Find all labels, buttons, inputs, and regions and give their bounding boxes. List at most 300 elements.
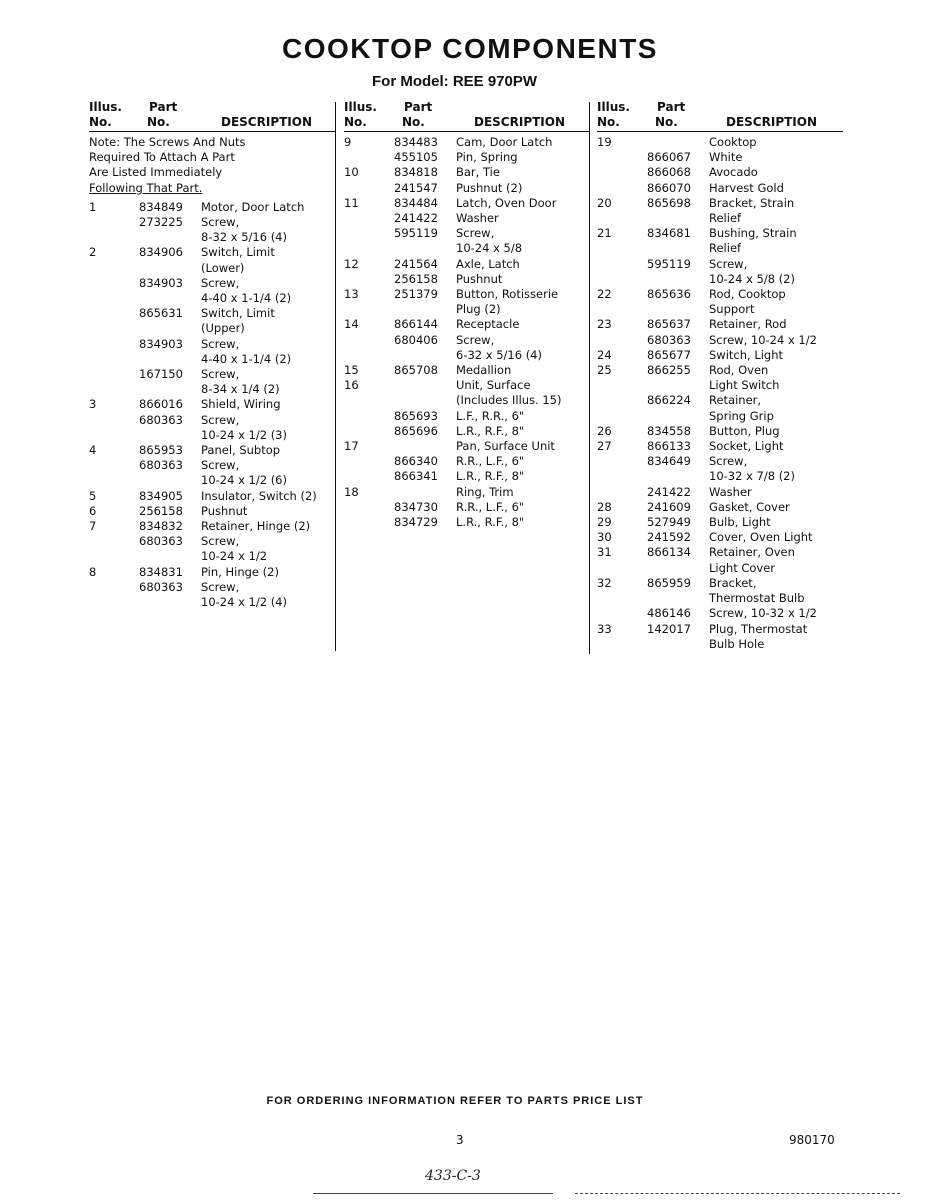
illus-number: 2 [89, 245, 97, 260]
illus-header: Illus. [344, 100, 377, 114]
parts-list [597, 135, 843, 652]
illus-number [597, 302, 647, 317]
part-description: Screw, 10-32 x 1/2 [709, 606, 817, 621]
part-row [344, 135, 590, 150]
part-number [647, 561, 709, 576]
document-number: 980170 [789, 1133, 835, 1147]
part-description: Washer [709, 484, 752, 499]
part-number: 865698 [647, 195, 691, 210]
part-row [89, 230, 335, 245]
part-number: 241547 [394, 180, 438, 195]
part-number [394, 378, 456, 393]
part-row [597, 439, 843, 454]
part-description: Pushnut [201, 503, 248, 518]
part-number: 251379 [394, 287, 438, 302]
part-description: Socket, Light [709, 439, 784, 454]
illus-number: 8 [89, 564, 97, 579]
part-row [89, 458, 335, 473]
part-number: 527949 [647, 515, 691, 530]
illus-number: 3 [89, 397, 97, 412]
part-row [89, 382, 335, 397]
illus-number [89, 473, 139, 488]
part-number: 865636 [647, 287, 691, 302]
illus-number [89, 291, 139, 306]
illus-number [344, 150, 394, 165]
part-row [597, 530, 843, 545]
part-number [647, 637, 709, 652]
part-number [139, 428, 201, 443]
illus-number: 21 [597, 226, 612, 241]
part-description: Cam, Door Latch [456, 135, 553, 149]
illus-number [89, 321, 139, 336]
part-description: Relief [709, 241, 742, 256]
part-row [89, 215, 335, 230]
part-number: 680363 [647, 332, 691, 347]
illus-number [89, 458, 139, 473]
illus-number [89, 215, 139, 230]
part-description: Switch, Light [709, 347, 784, 362]
part-description: White [709, 150, 743, 165]
illus-header: Illus. [89, 100, 122, 114]
handwritten-note: 433-C-3 [425, 1168, 481, 1184]
part-row [344, 272, 590, 287]
part-description: Cooktop [709, 135, 757, 149]
part-row [89, 306, 335, 321]
part-header: Part [404, 100, 433, 114]
parts-column-3 [597, 100, 843, 652]
part-row [89, 428, 335, 443]
part-row [89, 443, 335, 458]
illus-number [344, 469, 394, 484]
illus-number [344, 454, 394, 469]
part-number [139, 321, 201, 336]
part-description: Button, Rotisserie [456, 287, 559, 302]
part-header: Part [149, 100, 178, 114]
illus-number: 24 [597, 347, 612, 362]
part-number: 866134 [647, 545, 691, 560]
illus-number [344, 424, 394, 439]
part-description: Screw, [456, 226, 495, 241]
part-number: 865953 [139, 443, 183, 458]
part-row [89, 549, 335, 564]
part-row [344, 165, 590, 180]
part-description: R.R., L.F., 6" [456, 454, 525, 469]
part-number [647, 409, 709, 424]
part-number: 866340 [394, 454, 438, 469]
illus-number: 22 [597, 287, 612, 302]
part-number [647, 302, 709, 317]
part-header: Part [657, 100, 686, 114]
part-number: 866068 [647, 165, 691, 180]
part-row [597, 257, 843, 272]
part-number [394, 439, 456, 454]
illus-number [89, 352, 139, 367]
illus-number: 15 [344, 363, 359, 378]
part-description: Screw, [201, 412, 240, 427]
illus-number [344, 241, 394, 256]
part-number: 834483 [394, 135, 438, 149]
part-number [647, 211, 709, 226]
part-description: Rod, Cooktop [709, 287, 786, 302]
part-row [89, 519, 335, 534]
part-number: 865696 [394, 423, 438, 438]
part-number [647, 591, 709, 606]
illus-number: 20 [597, 195, 612, 210]
part-description: Screw, [201, 579, 240, 594]
part-number: 834681 [647, 226, 691, 241]
part-description: 8-32 x 5/16 (4) [201, 230, 287, 245]
part-row [89, 473, 335, 488]
illus-number: 25 [597, 363, 612, 378]
part-number: 486146 [647, 606, 691, 621]
illus-number [89, 230, 139, 245]
part-description: Pan, Surface Unit [456, 439, 555, 454]
part-row [344, 317, 590, 332]
part-row [344, 257, 590, 272]
illus-number: 31 [597, 545, 612, 560]
illus-number: 7 [89, 519, 97, 534]
part-description: Spring Grip [709, 408, 774, 423]
page-number: 3 [456, 1133, 464, 1147]
part-number: 866341 [394, 469, 438, 484]
part-number: 865693 [394, 408, 438, 423]
part-description: Gasket, Cover [709, 499, 790, 514]
part-row [597, 135, 843, 150]
part-description: Panel, Subtop [201, 443, 281, 458]
illus-number: 14 [344, 317, 359, 332]
illus-number: 18 [344, 484, 359, 499]
illus-number: 29 [597, 515, 612, 530]
illus-number [597, 454, 647, 469]
illus-number [344, 333, 394, 348]
part-row [597, 561, 843, 576]
part-description: Retainer, Oven [709, 545, 795, 560]
part-description: Plug (2) [456, 302, 501, 317]
part-number: 834849 [139, 199, 183, 214]
part-description: Bulb Hole [709, 636, 765, 651]
part-no-header: No. [147, 115, 170, 129]
part-row [597, 302, 843, 317]
illus-number [344, 272, 394, 287]
part-row [344, 393, 590, 408]
part-row [89, 261, 335, 276]
illus-number [89, 306, 139, 321]
part-row [597, 241, 843, 256]
part-number: 834558 [647, 423, 691, 438]
part-number: 866224 [647, 393, 691, 408]
part-description: L.R., R.F., 8" [456, 423, 525, 438]
part-description: L.F., R.R., 6" [456, 408, 525, 423]
part-number: 865708 [394, 363, 438, 378]
part-description: 8-34 x 1/4 (2) [201, 382, 280, 397]
part-row [597, 181, 843, 196]
part-number: 866016 [139, 397, 183, 412]
part-row [344, 515, 590, 530]
part-description: Motor, Door Latch [201, 199, 305, 214]
part-number: 167150 [139, 367, 183, 382]
part-description: Insulator, Switch (2) [201, 488, 317, 503]
part-number: 834729 [394, 515, 438, 530]
part-description: 10-24 x 1/2 (4) [201, 595, 287, 610]
part-row [344, 454, 590, 469]
illus-number [597, 393, 647, 408]
illus-number [597, 637, 647, 652]
part-description: Cover, Oven Light [709, 530, 813, 545]
illus-number [344, 211, 394, 226]
part-row [89, 580, 335, 595]
part-description: Pin, Spring [456, 150, 518, 165]
illus-number [597, 378, 647, 393]
part-description: Screw, [201, 336, 240, 351]
part-row [89, 321, 335, 336]
illus-number: 32 [597, 575, 612, 590]
part-number: 680406 [394, 332, 438, 347]
part-number: 680363 [139, 534, 183, 549]
part-row [597, 606, 843, 621]
part-number [394, 241, 456, 256]
part-row [597, 196, 843, 211]
part-number: 865631 [139, 306, 183, 321]
part-row [597, 485, 843, 500]
part-description: Avocado [709, 165, 758, 180]
part-description: Light Switch [709, 378, 780, 393]
part-description: Rod, Oven [709, 363, 769, 378]
part-row [89, 291, 335, 306]
bottom-rule [575, 1193, 900, 1194]
illus-number [344, 348, 394, 363]
part-number [647, 272, 709, 287]
part-description: Screw, [201, 458, 240, 473]
part-description: Screw, [456, 332, 495, 347]
parts-list [89, 200, 335, 610]
illus-number: 6 [89, 503, 97, 518]
column-header [344, 100, 590, 132]
part-description: (Includes Illus. 15) [456, 393, 562, 408]
part-description: Axle, Latch [456, 256, 520, 271]
illus-number [89, 382, 139, 397]
part-description: 10-24 x 1/2 [201, 549, 268, 564]
illus-number [597, 211, 647, 226]
part-row [89, 595, 335, 610]
part-row [597, 287, 843, 302]
column-header [597, 100, 843, 132]
part-row [597, 409, 843, 424]
part-row [89, 534, 335, 549]
note-line: Following That Part. [89, 180, 203, 195]
part-row [597, 363, 843, 378]
illus-number: 16 [344, 378, 359, 393]
part-description: Harvest Gold [709, 180, 784, 195]
part-number [139, 595, 201, 610]
bottom-rule [313, 1193, 553, 1194]
part-row [89, 200, 335, 215]
illus-number [344, 226, 394, 241]
illus-number [89, 580, 139, 595]
part-row [344, 469, 590, 484]
part-row [89, 337, 335, 352]
part-description: Retainer, [709, 393, 762, 408]
part-row [344, 150, 590, 165]
illus-number [597, 333, 647, 348]
illus-number [344, 302, 394, 317]
illus-number: 4 [89, 443, 97, 458]
illus-number [344, 409, 394, 424]
part-description: 10-32 x 7/8 (2) [709, 469, 795, 484]
part-number: 865677 [647, 347, 691, 362]
note-line: Required To Attach A Part [89, 150, 235, 165]
part-row [344, 302, 590, 317]
parts-column-2 [344, 100, 590, 530]
part-description: Ring, Trim [456, 484, 514, 499]
part-number [647, 241, 709, 256]
illus-number [597, 561, 647, 576]
illus-number: 19 [597, 135, 612, 149]
part-number: 866144 [394, 317, 438, 332]
part-row [89, 413, 335, 428]
part-row [344, 439, 590, 454]
part-row [597, 576, 843, 591]
part-number [394, 485, 456, 500]
part-number: 865959 [647, 575, 691, 590]
illus-number [597, 241, 647, 256]
part-description: Medallion [456, 363, 512, 378]
part-number: 834831 [139, 564, 183, 579]
illus-number: 23 [597, 317, 612, 332]
part-row [89, 504, 335, 519]
part-description: 10-24 x 5/8 (2) [709, 271, 795, 286]
part-number: 256158 [139, 503, 183, 518]
part-number [139, 352, 201, 367]
illus-number [89, 549, 139, 564]
illus-number: 30 [597, 530, 612, 545]
part-number: 866067 [647, 150, 691, 165]
part-row [344, 181, 590, 196]
part-description: Receptacle [456, 317, 520, 332]
part-number: 834903 [139, 336, 183, 351]
part-description: Pushnut [456, 271, 503, 286]
part-description: Button, Plug [709, 423, 780, 438]
illus-number [89, 261, 139, 276]
illus-number [597, 150, 647, 165]
part-description: R.R., L.F., 6" [456, 499, 525, 514]
illus-number: 17 [344, 439, 359, 454]
part-description: 10-24 x 5/8 [456, 241, 523, 256]
description-header: DESCRIPTION [474, 115, 566, 129]
part-number: 241422 [647, 484, 691, 499]
part-row [89, 352, 335, 367]
illus-no-header: No. [597, 115, 620, 129]
part-description: Support [709, 302, 755, 317]
part-number [394, 393, 456, 408]
part-row [597, 591, 843, 606]
illus-number: 27 [597, 439, 612, 454]
part-number: 273225 [139, 215, 183, 230]
illus-number [597, 181, 647, 196]
part-row [597, 150, 843, 165]
part-description: Bushing, Strain [709, 226, 797, 241]
part-number: 834905 [139, 488, 183, 503]
part-description: Bar, Tie [456, 165, 500, 180]
part-row [597, 211, 843, 226]
part-description: Light Cover [709, 560, 776, 575]
part-description: Screw, [201, 534, 240, 549]
part-row [89, 367, 335, 382]
illus-number [597, 272, 647, 287]
part-number: 834903 [139, 275, 183, 290]
part-number: 241592 [647, 530, 691, 545]
note-line: Are Listed Immediately [89, 165, 223, 180]
part-row [344, 348, 590, 363]
part-row [597, 424, 843, 439]
part-row [344, 287, 590, 302]
illus-number [597, 591, 647, 606]
illus-number: 10 [344, 165, 359, 180]
part-number [139, 382, 201, 397]
illus-number [89, 337, 139, 352]
part-description: Bulb, Light [709, 515, 771, 530]
part-description: Latch, Oven Door [456, 195, 557, 210]
part-row [344, 211, 590, 226]
part-description: 10-24 x 1/2 (3) [201, 427, 287, 442]
part-description: Screw, [709, 454, 748, 469]
part-row [597, 469, 843, 484]
description-header: DESCRIPTION [221, 115, 313, 129]
illus-number: 11 [344, 195, 359, 210]
part-number [647, 469, 709, 484]
part-number [139, 261, 201, 276]
note-line: Note: The Screws And Nuts [89, 135, 246, 149]
part-row [597, 378, 843, 393]
part-description: Shield, Wiring [201, 397, 281, 412]
part-row [344, 363, 590, 378]
part-description: 4-40 x 1-1/4 (2) [201, 291, 292, 306]
part-row [597, 454, 843, 469]
column-header [89, 100, 335, 132]
part-row [344, 485, 590, 500]
part-row [344, 226, 590, 241]
illus-number [344, 500, 394, 515]
part-description: 4-40 x 1-1/4 (2) [201, 351, 292, 366]
part-number [139, 291, 201, 306]
part-description: Washer [456, 211, 499, 226]
illus-number: 26 [597, 423, 612, 438]
part-row [344, 241, 590, 256]
part-row [344, 378, 590, 393]
part-no-header: No. [655, 115, 678, 129]
part-number: 595119 [647, 256, 691, 271]
part-row [89, 489, 335, 504]
illus-number: 1 [89, 199, 97, 214]
part-number: 834818 [394, 165, 438, 180]
part-description: Screw, [709, 256, 748, 271]
part-number: 834906 [139, 245, 183, 260]
part-row [597, 317, 843, 332]
illus-number [597, 485, 647, 500]
part-no-header: No. [402, 115, 425, 129]
part-number: 866070 [647, 180, 691, 195]
illus-number [344, 181, 394, 196]
part-number: 455105 [394, 150, 438, 165]
part-number: 865637 [647, 317, 691, 332]
part-number: 834484 [394, 195, 438, 210]
part-number: 241564 [394, 256, 438, 271]
illus-number [597, 257, 647, 272]
illus-number [89, 367, 139, 382]
illus-number [597, 165, 647, 180]
parts-column-1 [89, 100, 335, 610]
part-description: (Upper) [201, 321, 245, 336]
part-number: 834730 [394, 499, 438, 514]
